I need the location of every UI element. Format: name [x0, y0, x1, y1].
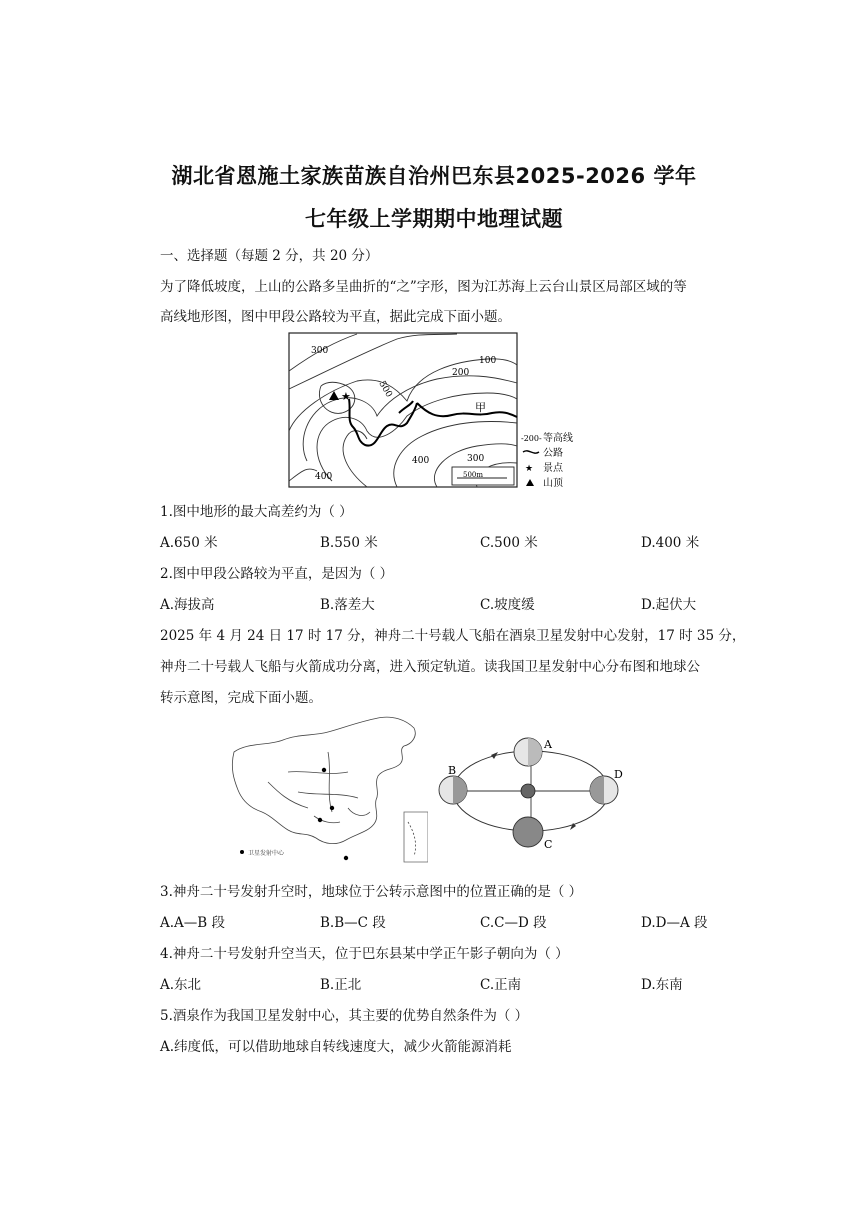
scenic-star-icon: ★ [341, 390, 351, 403]
scale-label: 500m [463, 471, 483, 479]
passage1-line1: 为了降低坡度，上山的公路多呈曲折的“之”字形，图为江苏海上云台山景区局部区域的等 [160, 279, 687, 295]
contour-label-jia: 甲 [475, 401, 486, 414]
orbit-label-d: D [614, 768, 623, 781]
q2-option-c[interactable]: C.坡度缓 [480, 597, 535, 613]
contour-label-400a: 400 [315, 472, 333, 482]
contour-label-100: 100 [479, 356, 497, 366]
contour-map-svg [287, 331, 587, 491]
china-launch-center-map [228, 712, 428, 864]
q3-option-d[interactable]: D.D—A 段 [641, 915, 708, 931]
q1-option-a[interactable]: A.650 米 [160, 535, 218, 551]
passage1-line2: 高线地形图，图中甲段公路较为平直，据此完成下面小题。 [160, 309, 511, 325]
legend-contour-symbol: -200- [521, 434, 542, 443]
question-2-stem: 2.图中甲段公路较为平直，是因为（ ） [160, 566, 394, 582]
contour-label-500: 500 [376, 379, 394, 400]
q4-option-a[interactable]: A.东北 [160, 977, 202, 993]
question-1-stem: 1.图中地形的最大高差约为（ ） [160, 504, 353, 520]
legend-star-label: 景点 [543, 463, 563, 474]
passage2-line2: 神舟二十号载人飞船与火箭成功分离，进入预定轨道。读我国卫星发射中心分布图和地球公 [160, 659, 700, 675]
passage2-line1: 2025 年 4 月 24 日 17 时 17 分，神舟二十号载人飞船在酒泉卫星发射中心发射，17 时 35 分， [160, 628, 746, 644]
contour-label-300a: 300 [311, 346, 329, 356]
orbit-label-c: C [544, 838, 553, 851]
contour-map-figure [287, 331, 587, 491]
q2-option-d[interactable]: D.起伏大 [641, 597, 697, 613]
section-heading: 一、选择题（每题 2 分，共 20 分） [160, 248, 379, 264]
q4-option-b[interactable]: B.正北 [320, 977, 362, 993]
legend-triangle-icon [526, 479, 534, 486]
contour-label-200: 200 [452, 368, 470, 378]
china-map-svg [228, 712, 428, 864]
q2-option-a[interactable]: A.海拔高 [160, 597, 215, 613]
question-4-stem: 4.神舟二十号发射升空当天，位于巴东县某中学正午影子朝向为（ ） [160, 946, 569, 962]
legend-triangle-label: 山顶 [543, 478, 563, 489]
question-3-stem: 3.神舟二十号发射升空时，地球位于公转示意图中的位置正确的是（ ） [160, 884, 583, 900]
legend-road-label: 公路 [543, 448, 563, 459]
contour-label-300b: 300 [467, 454, 485, 464]
legend-contour-label: 等高线 [543, 433, 573, 444]
passage2-line3: 转示意图，完成下面小题。 [160, 690, 322, 706]
q3-option-a[interactable]: A.A—B 段 [160, 915, 226, 931]
earth-orbit-diagram [436, 730, 632, 852]
q5-option-a[interactable]: A.纬度低，可以借助地球自转线速度大，减少火箭能源消耗 [160, 1039, 512, 1055]
contour-label-400b: 400 [412, 456, 430, 466]
exam-title-line2: 七年级上学期期中地理试题 [305, 207, 563, 231]
orbit-label-b: B [448, 764, 457, 777]
question-5-stem: 5.酒泉作为我国卫星发射中心，其主要的优势自然条件为（ ） [160, 1008, 529, 1024]
orbit-label-a: A [544, 738, 552, 751]
china-map-legend-label: 卫星发射中心 [248, 850, 285, 857]
q3-option-b[interactable]: B.B—C 段 [320, 915, 386, 931]
q4-option-c[interactable]: C.正南 [480, 977, 522, 993]
q1-option-d[interactable]: D.400 米 [641, 535, 700, 551]
road-legend-icon [523, 451, 539, 453]
sun-icon [521, 784, 535, 798]
orbit-svg [436, 730, 632, 852]
q2-option-b[interactable]: B.落差大 [320, 597, 375, 613]
exam-title-line1: 湖北省恩施土家族苗族自治州巴东县2025-2026 学年 [171, 164, 697, 188]
legend-star-icon: ★ [525, 464, 534, 474]
q3-option-c[interactable]: C.C—D 段 [480, 915, 547, 931]
q1-option-c[interactable]: C.500 米 [480, 535, 538, 551]
earth-position-c [513, 817, 543, 847]
q1-option-b[interactable]: B.550 米 [320, 535, 378, 551]
q4-option-d[interactable]: D.东南 [641, 977, 683, 993]
